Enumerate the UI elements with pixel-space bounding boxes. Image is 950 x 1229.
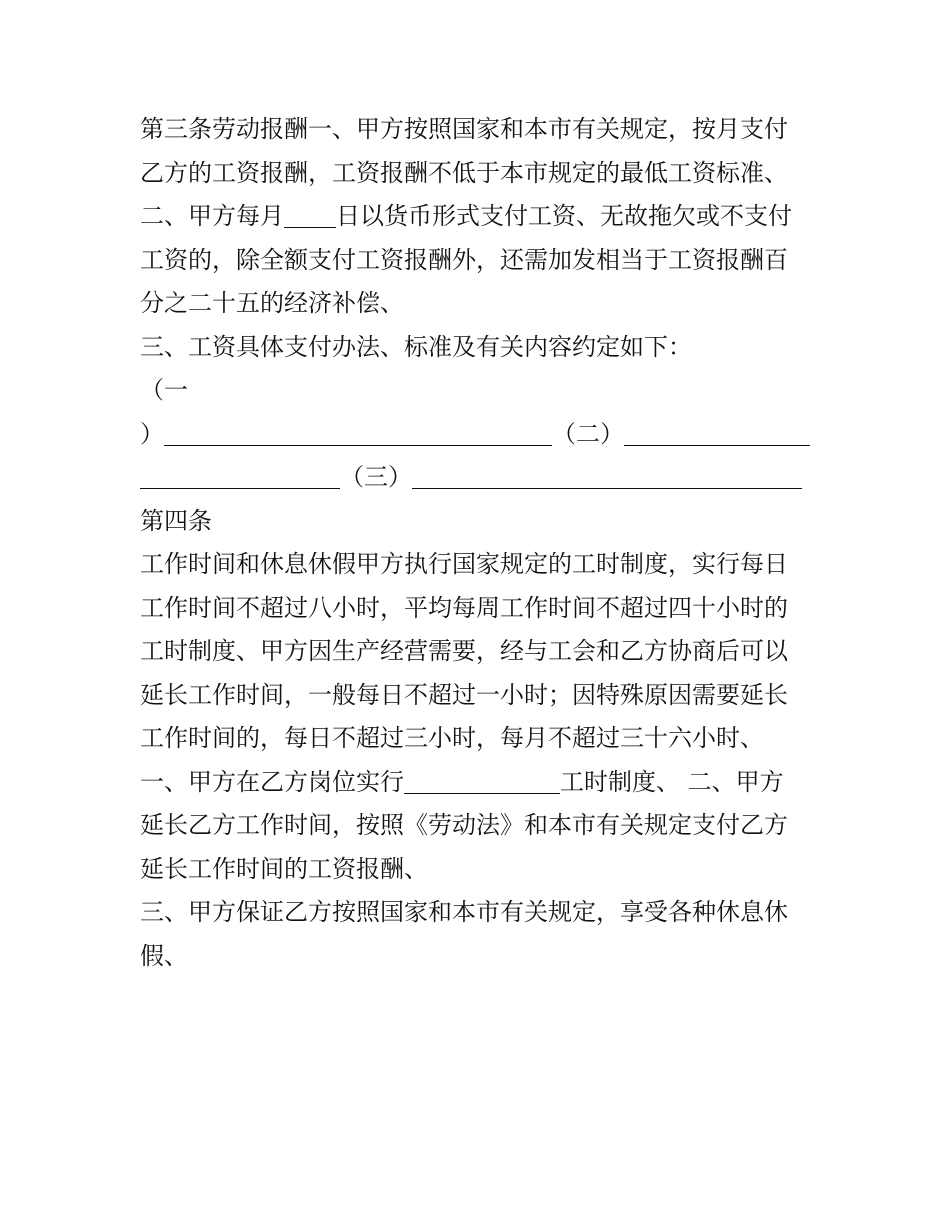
text-line-with-blank [140,456,820,500]
text-line-with-blank [140,761,820,805]
text-segment: 一、甲方在乙方岗位实行 [140,767,404,796]
fill-in-blank[interactable] [284,203,336,228]
text-line: 工作时间的，每日不超过三小时，每月不超过三十六小时、 [140,724,764,752]
text-line: 三、甲方保证乙方按照国家和本市有关规定，享受各种休息休 [140,898,788,926]
text-line: 假、 [140,941,188,970]
text-segment: 二、甲方每月 [140,202,284,230]
text-segment: ） [140,419,164,448]
text-line: 延长工作时间，一般每日不超过一小时；因特殊原因需要延长 [140,680,788,709]
text-segment: 工时制度、 二、甲方 [560,767,784,796]
text-line-with-blank [140,195,820,239]
text-line: 延长工作时间的工资报酬、 [140,854,428,883]
text-line: 工作时间和休息休假甲方执行国家规定的工时制度，实行每日 [140,550,788,578]
text-line: 工资的，除全额支付工资报酬外，还需加发相当于工资报酬百 [140,245,788,274]
text-line: 工时制度、甲方因生产经营需要，经与工会和乙方协商后可以 [140,637,788,665]
text-segment: 日以货币形式支付工资、无故拖欠或不支付 [336,202,792,230]
fill-in-blank[interactable] [624,421,810,446]
text-segment: （二） [552,419,624,448]
text-line: 第三条劳动报酬一、甲方按照国家和本市有关规定，按月支付 [140,115,788,143]
fill-in-blank[interactable] [412,464,802,489]
text-line: 延长乙方工作时间，按照《劳动法》和本市有关规定支付乙方 [140,811,788,839]
fill-in-blank[interactable] [404,769,560,794]
contract-text [140,108,820,978]
text-line: 乙方的工资报酬，工资报酬不低于本市规定的最低工资标准、 [140,158,788,187]
text-line-with-blank [140,413,820,457]
text-line: （一 [140,376,188,404]
text-segment: （三） [340,463,412,491]
section-heading: 第四条 [140,506,212,535]
fill-in-blank[interactable] [140,464,340,489]
fill-in-blank[interactable] [164,421,552,446]
text-line: 分之二十五的经济补偿、 [140,289,404,317]
text-line: 三、工资具体支付办法、标准及有关内容约定如下： [140,332,692,361]
text-line: 工作时间不超过八小时，平均每周工作时间不超过四十小时的 [140,593,788,622]
